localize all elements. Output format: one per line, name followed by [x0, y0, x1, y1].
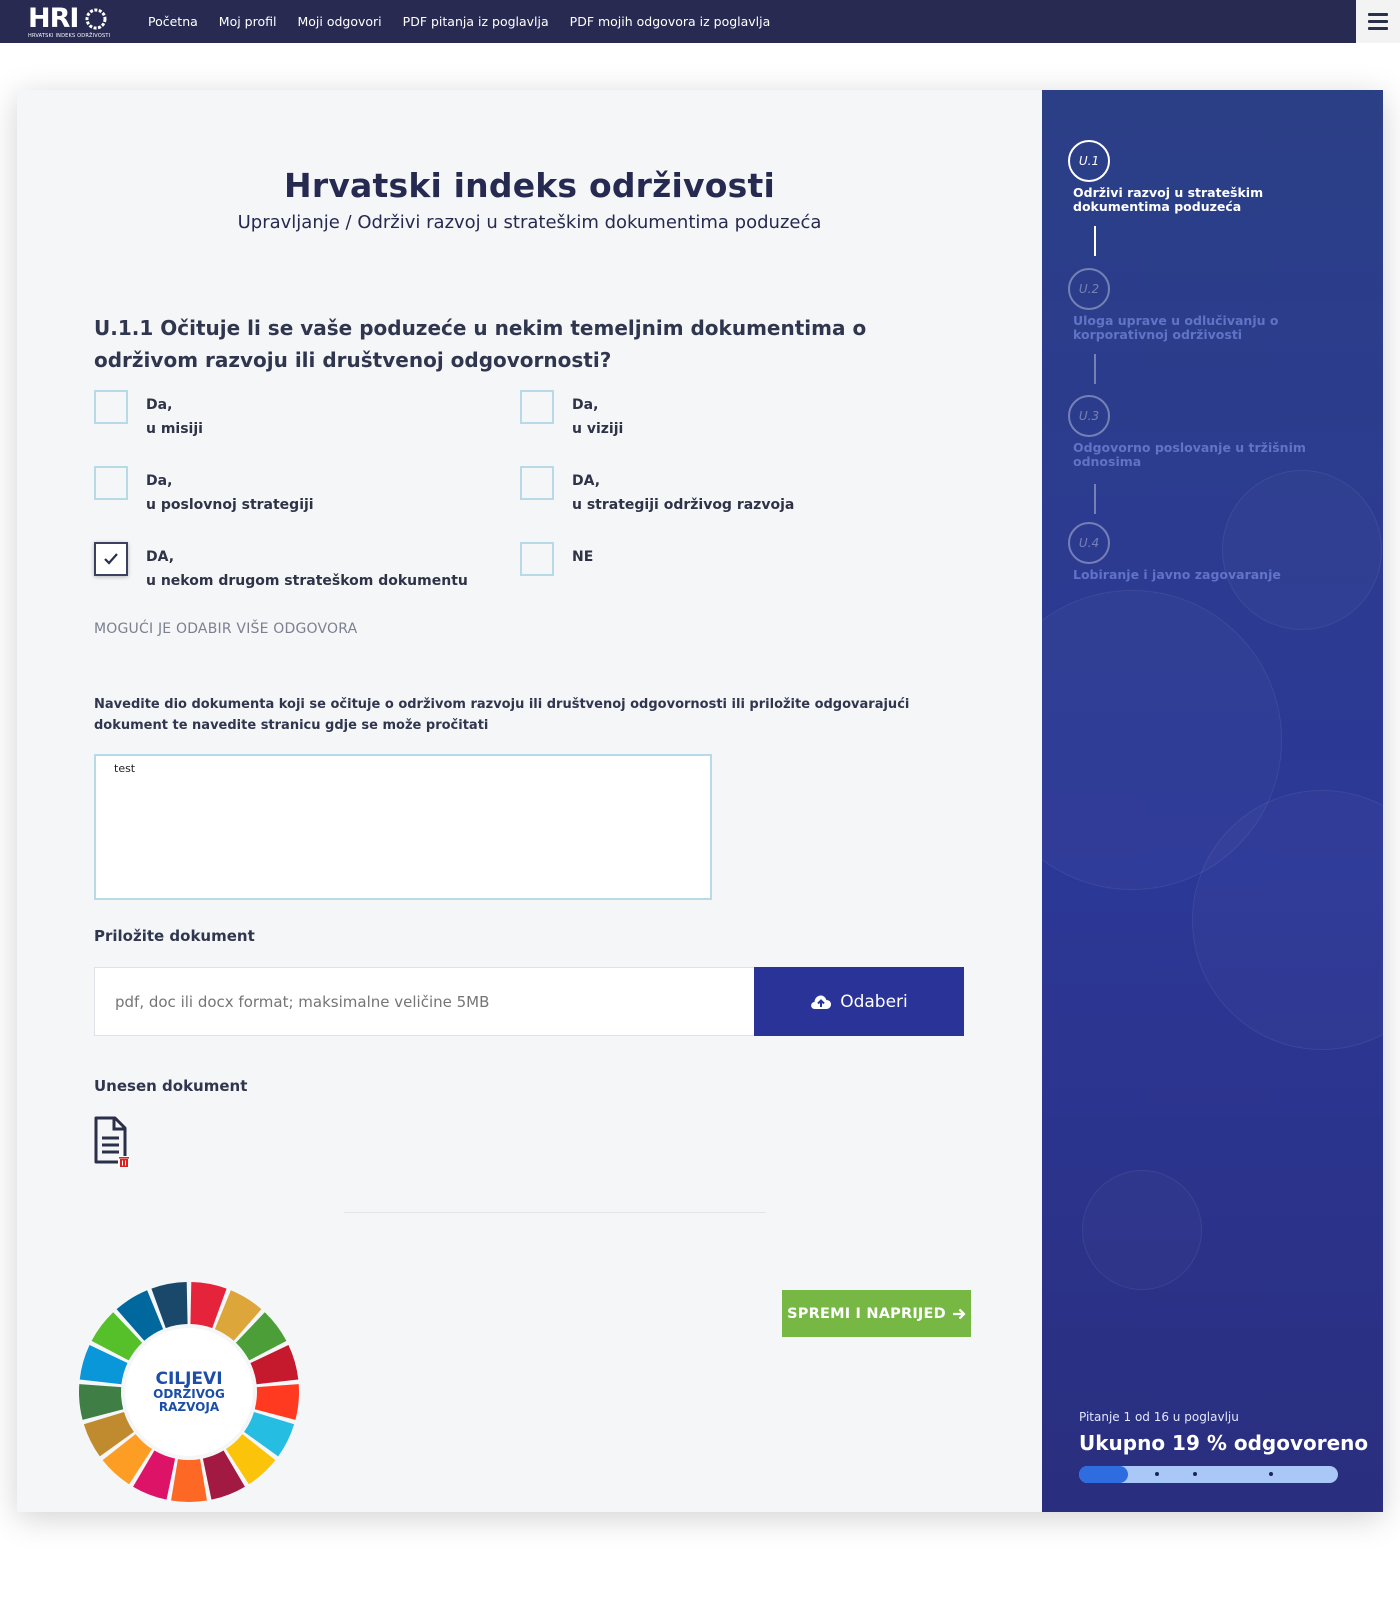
- progress-caption: Pitanje 1 od 16 u poglavlju: [1079, 1410, 1239, 1424]
- trash-icon[interactable]: [118, 1156, 130, 1168]
- option-line2: u poslovnoj strategiji: [146, 497, 314, 513]
- file-path-input[interactable]: [94, 967, 755, 1036]
- uploaded-document-label: Unesen dokument: [94, 1077, 248, 1095]
- progress-marker: [1193, 1472, 1197, 1476]
- top-navigation: [0, 0, 1400, 43]
- main-nav: [148, 0, 791, 43]
- step-badge: U.4: [1068, 522, 1110, 564]
- progress-marker: [1269, 1472, 1273, 1476]
- step-badge: U.3: [1068, 395, 1110, 437]
- checkbox[interactable]: [520, 466, 554, 500]
- question-text: U.1.1 Očituje li se vaše poduzeće u nekim temeljnim dokumentima o održivom razvoju ili društvenoj odgovornosti?: [94, 316, 867, 372]
- cloud-upload-icon: [810, 994, 832, 1010]
- nav-item-moji-odgovori[interactable]: Moji odgovori: [297, 14, 382, 29]
- choose-file-label: Odaberi: [840, 991, 908, 1012]
- attach-label: Priložite dokument: [94, 927, 255, 945]
- option-ne[interactable]: [520, 542, 593, 576]
- option-line2: u misiji: [146, 421, 203, 437]
- option-line1: Da,: [146, 397, 173, 413]
- checkbox[interactable]: [520, 390, 554, 424]
- step-label: Održivi razvoj u strateškim dokumentima poduzeća: [1073, 185, 1264, 214]
- nav-item-pocetna[interactable]: Početna: [148, 14, 198, 29]
- checkbox[interactable]: [94, 466, 128, 500]
- sdg-wheel-logo: [77, 1280, 301, 1504]
- option-line2: u nekom drugom strateškom dokumentu: [146, 573, 468, 589]
- nav-item-pdf-pitanja[interactable]: PDF pitanja iz poglavlja: [402, 14, 549, 29]
- sidebar-step-u1[interactable]: [1068, 140, 1358, 214]
- step-label: Lobiranje i javno zagovaranje: [1073, 567, 1281, 582]
- sdg-title-line2: ODRŽIVOG: [153, 1387, 225, 1401]
- option-drugi-strateski-dokument[interactable]: [94, 542, 468, 593]
- checkbox-checked[interactable]: [94, 542, 128, 576]
- logo[interactable]: [28, 5, 112, 39]
- question-panel: [17, 90, 1042, 1512]
- chapter-sidebar: [1042, 90, 1383, 1512]
- logo-text: HRI: [28, 3, 79, 34]
- hamburger-menu-icon[interactable]: [1356, 0, 1400, 43]
- page-title: Hrvatski indeks održivosti: [284, 166, 775, 205]
- progress-marker: [1155, 1472, 1159, 1476]
- sdg-title-line3: RAZVOJA: [158, 1400, 220, 1414]
- option-strategija-odrzivog-razvoja[interactable]: [520, 466, 794, 517]
- option-vizija[interactable]: [520, 390, 623, 441]
- step-connector: [1094, 226, 1096, 256]
- option-line1: DA,: [572, 473, 601, 489]
- background-bubble: [1082, 1170, 1202, 1290]
- sdg-center: [125, 1328, 253, 1456]
- sdg-title-line1: CILJEVI: [155, 1369, 223, 1389]
- progress-bar-fill: [1079, 1466, 1128, 1483]
- option-misija[interactable]: [94, 390, 203, 441]
- nav-item-pdf-odgovora[interactable]: PDF mojih odgovora iz poglavlja: [569, 14, 771, 29]
- logo-subtitle: HRVATSKI INDEKS ODRŽIVOSTI: [28, 33, 111, 39]
- checkbox[interactable]: [520, 542, 554, 576]
- nav-item-moj-profil[interactable]: Moj profil: [218, 14, 277, 29]
- step-label: Uloga uprave u odlučivanju o korporativnoj održivosti: [1073, 313, 1279, 342]
- breadcrumb: Upravljanje / Održivi razvoj u strateškim dokumentima poduzeća: [237, 212, 822, 233]
- divider: [344, 1212, 766, 1213]
- choose-file-button[interactable]: [754, 967, 964, 1036]
- option-line1: Da,: [146, 473, 173, 489]
- save-and-next-button[interactable]: [782, 1290, 971, 1337]
- sidebar-step-u4[interactable]: [1068, 522, 1358, 582]
- step-badge: U.1: [1068, 140, 1110, 182]
- progress-total: Ukupno 19 % odgovoreno: [1079, 1431, 1369, 1455]
- logo-o-icon: [84, 7, 108, 31]
- option-line2: u viziji: [572, 421, 624, 437]
- sdg-goal-segment: [171, 1459, 207, 1502]
- document-excerpt-textarea[interactable]: [94, 754, 712, 900]
- questionnaire-card: [17, 90, 1383, 1512]
- option-line1: DA,: [146, 549, 175, 565]
- checkmark-icon: [103, 552, 119, 566]
- option-line2: u strategiji održivog razvoja: [572, 497, 795, 513]
- option-poslovna-strategija[interactable]: [94, 466, 314, 517]
- progress-bar: [1079, 1466, 1338, 1483]
- arrow-right-icon: [952, 1308, 966, 1320]
- step-connector: [1094, 484, 1096, 514]
- step-connector: [1094, 354, 1096, 384]
- option-line1: Da,: [572, 397, 599, 413]
- multiple-answers-hint: MOGUĆI JE ODABIR VIŠE ODGOVORA: [94, 621, 358, 637]
- textarea-label: Navedite dio dokumenta koji se očituje o održivom razvoju ili društvenoj odgovornosti ili priložite odgovarajući dokument te navedite stranicu gdje se može pročitati: [94, 697, 910, 733]
- step-label: Odgovorno poslovanje u tržišnim odnosima: [1073, 440, 1306, 469]
- step-badge: U.2: [1068, 268, 1110, 310]
- option-line1: NE: [572, 549, 594, 565]
- save-and-next-label: SPREMI I NAPRIJED: [787, 1305, 946, 1322]
- sidebar-step-u2[interactable]: [1068, 268, 1358, 342]
- checkbox[interactable]: [94, 390, 128, 424]
- sidebar-step-u3[interactable]: [1068, 395, 1358, 469]
- uploaded-document: [94, 1116, 134, 1172]
